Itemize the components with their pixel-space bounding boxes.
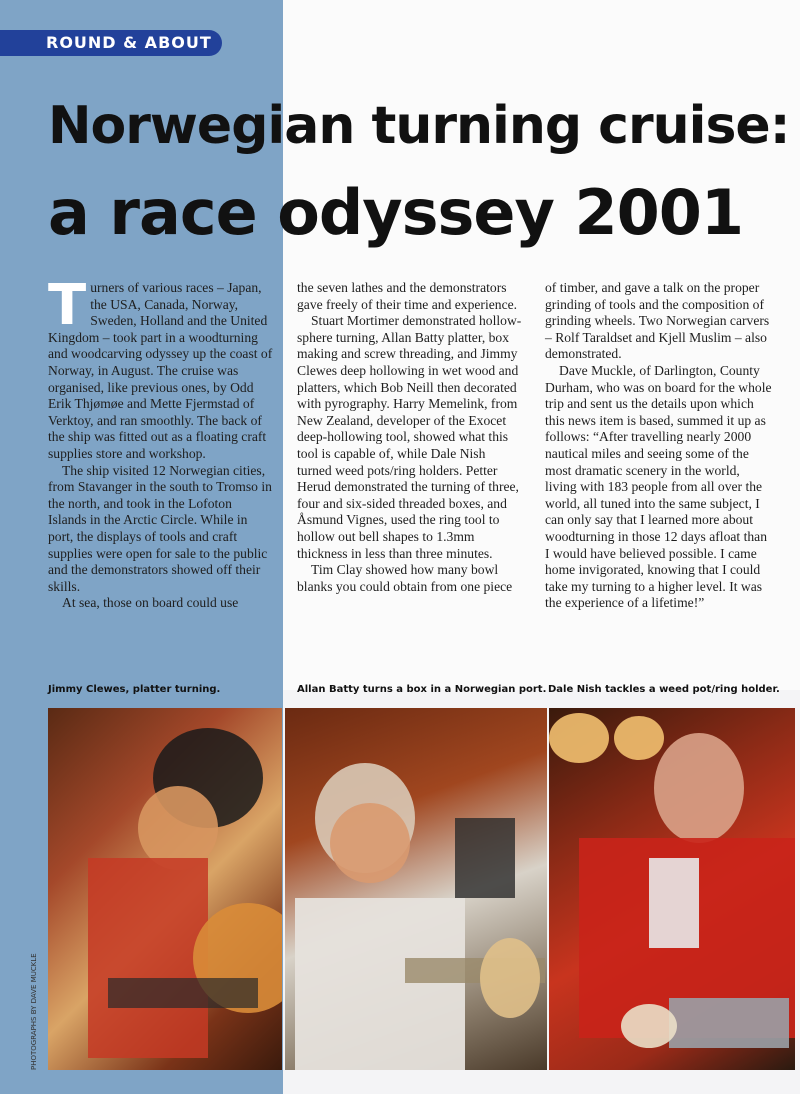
- article-column-2: [297, 280, 522, 595]
- paragraph-text: urners of various races – Japan, the USA, Canada, Norway, Sweden, Holland and the United Kingdom – took part in a woodturning and woodcarving odyssey up the coast of Norway, in August. The cruise was organised, like previous ones, by Odd Erik Thjømøe and Mette Fjermstad of Verktoy, and ran smoothly. The back of the ship was fitted out as a floating craft supplies store and workshop.: [48, 280, 273, 461]
- paragraph: of timber, and gave a talk on the proper grinding of tools and the composition of grinding wheels. Two Norwegian carvers – Rolf Taraldset and Kjell Muslim – also demonstrated.: [545, 280, 770, 362]
- photo-illustration: [285, 708, 547, 1070]
- paragraph: The ship visited 12 Norwegian cities, from Stavanger in the south to Tromso in the north, and took in the Lofoton Islands in the Arctic Circle. While in port, the displays of tools and craft supplies were open for sale to the public and the demonstrators showed off their skills.: [48, 462, 272, 594]
- photo-dale-nish: [549, 708, 795, 1070]
- headline-line-1: Norwegian turning cruise:: [48, 96, 790, 156]
- paragraph: [48, 273, 273, 463]
- paragraph: At sea, those on board could use: [62, 595, 239, 611]
- drop-cap: T: [48, 273, 87, 338]
- photo-illustration: [48, 708, 282, 1070]
- photo-jimmy-clewes: [48, 708, 282, 1070]
- headline-line-2: a race odyssey 2001: [48, 176, 744, 249]
- photo-caption-2: Allan Batty turns a box in a Norwegian port.: [297, 684, 547, 695]
- photo-illustration: [549, 708, 795, 1070]
- paragraph: Stuart Mortimer demonstrated hollow-sphere turning, Allan Batty platter, box making and screw threading, and Jimmy Clewes deep hollowing in wet wood and platters, which Bob Neill then decorated with pyrography. Harry Memelink, from New Zealand, developer of the Exocet deep-hollowing tool, showed what this tool is capable of, while Dale Nish turned weed pots/ring holders. Petter Herud demonstrated the turning of three, four and six-sided threaded boxes, and Åsmund Vignes, used the ring tool to hollow out bell shapes to 1.3mm thickness in less than three minutes.: [297, 313, 522, 561]
- photo-allan-batty: [285, 708, 547, 1070]
- paragraph: the seven lathes and the demonstrators gave freely of their time and experience.: [297, 280, 518, 312]
- paragraph: Dave Muckle, of Darlington, County Durham, who was on board for the whole trip and sent us the details upon which this news item is based, summed it up as follows: “After travelling nearly 2000 nautical miles and seeing some of the most dramatic scenery in the world, living with 183 people from all over the world, all tuned into the same subject, I can only say that I learned more about woodturning in those 12 days afloat than I would have believed possible. I came home invigorated, knowing that I could take my turning to a higher level. It was the experience of a lifetime!”: [545, 362, 772, 611]
- section-tab: ROUND & ABOUT: [0, 30, 222, 56]
- paragraph: Tim Clay showed how many bowl blanks you could obtain from one piece: [297, 562, 513, 594]
- photo-caption-3: Dale Nish tackles a weed pot/ring holder.: [548, 684, 780, 695]
- photo-credit: PHOTOGRAPHS BY DAVE MUCKLE: [30, 953, 38, 1070]
- article-column-1: [48, 273, 273, 612]
- article-column-3: [545, 280, 773, 612]
- photo-caption-1: Jimmy Clewes, platter turning.: [48, 684, 221, 695]
